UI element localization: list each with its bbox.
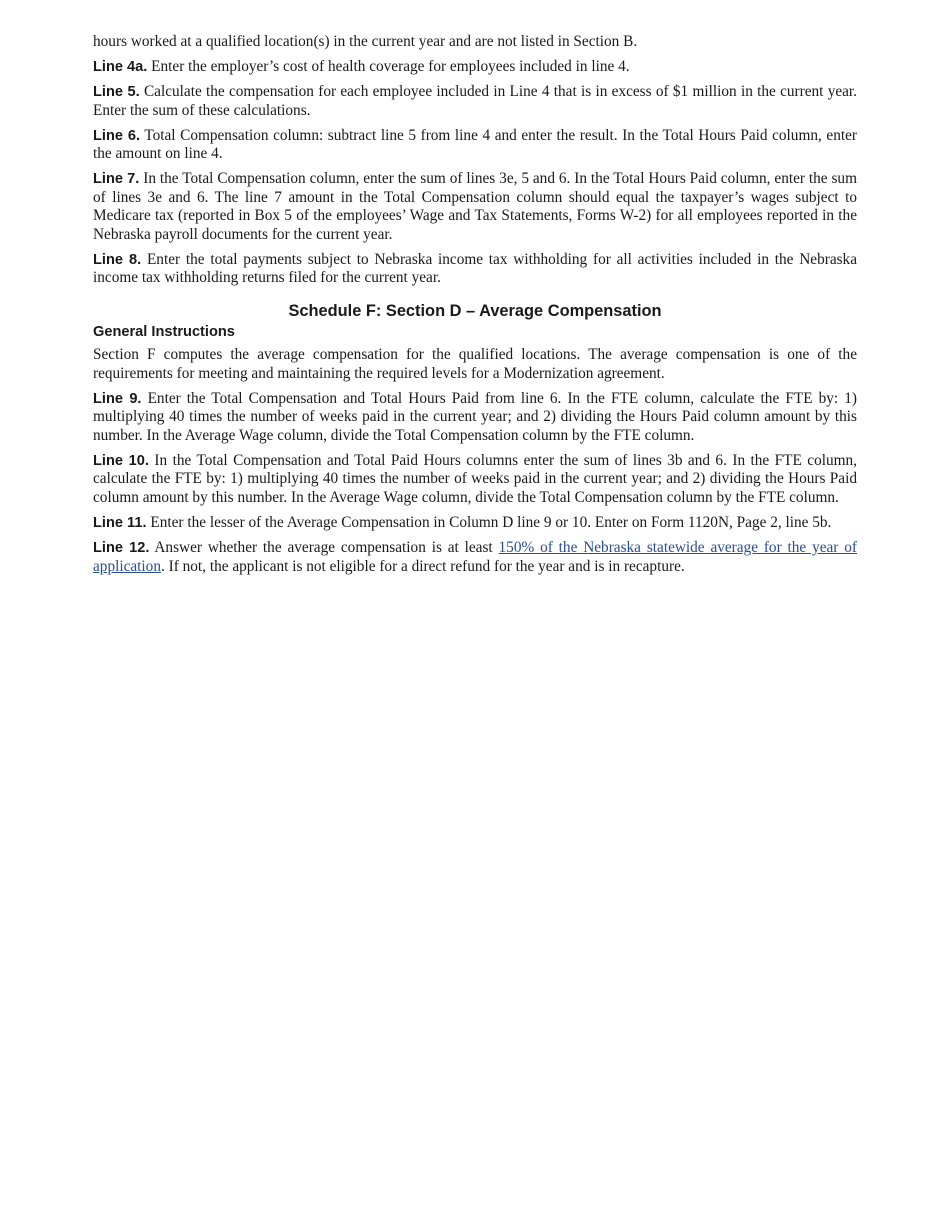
section-title: Schedule F: Section D – Average Compensation [288,302,662,321]
paragraph-text: In the Total Compensation column, enter the sum of lines 3e, 5 and 6. In the Total Hours Paid column, enter the sum of lines 3e and 6. The line 7 amount in the Total Compensation column should equal the taxpayer’s wages subject to Medicare tax (reported in Box 5 of the employees’ Wage and Tax Statements, Forms W-2) for all employees reported in the Nebraska payroll documents for the current year. [93,170,857,243]
line-label: Line 6. [93,127,140,144]
line-label: Line 8. [93,251,142,268]
paragraph-line-5 [93,83,857,120]
paragraph-text: Enter the total payments subject to Nebraska income tax withholding for all activities included in the Nebraska income tax withholding returns filed for the current year. [93,250,857,287]
paragraph-text: Enter the Total Compensation and Total Hours Paid from line 6. In the FTE column, calculate the FTE by: 1) multiplying 40 times the number of weeks paid in the current year; and 2) dividing the Hours Paid column amount by this number. In the Average Wage column, divide the Total Compensation column by the FTE column. [93,389,857,444]
statewide-average-link[interactable]: 150% of the Nebraska statewide average for the year of application [93,538,857,575]
paragraph-text: . If not, the applicant is not eligible for a direct refund for the year and is in recapture. [160,557,685,575]
paragraph-text: Enter the employer’s cost of health coverage for employees included in line 4. [147,57,630,75]
paragraph-line-3-continuation [93,33,857,52]
paragraph-general-instructions [93,346,857,383]
section-subheading: General Instructions [93,324,235,341]
paragraph-text: Answer whether the average compensation is at least [149,538,499,556]
line-label: Line 12. [93,539,150,556]
line-label: Line 7. [93,171,140,188]
paragraph-line-8 [93,251,857,288]
paragraph-text: Section F computes the average compensation for the qualified locations. The average compensation is one of the requirements for meeting and maintaining the required levels for a Modernization agreement. [93,346,857,382]
paragraph-text: hours worked at a qualified location(s) in the current year and are not listed in Section B. [93,33,638,50]
paragraph-line-11 [93,514,857,533]
paragraph-text: In the Total Compensation and Total Paid Hours columns enter the sum of lines 3b and 6. In the FTE column, calculate the FTE by: 1) multiplying 40 times the number of weeks paid in the current year; and 2) dividing the Hours Paid column amount by this number. In the Average Wage column, divide the Total Compensation column by the FTE column. [93,451,858,507]
paragraph-line-9 [93,390,857,446]
paragraph-line-7 [93,170,857,244]
line-label: Line 10. [93,452,149,469]
paragraph-line-10 [93,452,857,508]
line-label: Line 9. [93,390,142,407]
instructions-page [93,33,857,583]
line-label: Line 4a. [93,58,148,75]
paragraph-line-12 [93,539,857,576]
paragraph-text: Calculate the compensation for each employee included in Line 4 that is in excess of $1 million in the current year. Enter the sum of these calculations. [93,82,857,119]
line-label: Line 11. [93,515,147,531]
paragraph-line-4a [93,58,857,77]
paragraph-text: Enter the lesser of the Average Compensation in Column D line 9 or 10. Enter on Form 1120N, Page 2, line 5b. [146,514,832,531]
paragraph-text: Total Compensation column: subtract line 5 from line 4 and enter the result. In the Total Hours Paid column, enter the amount on line 4. [93,126,857,163]
line-label: Line 5. [93,83,140,100]
paragraph-line-6 [93,127,857,164]
